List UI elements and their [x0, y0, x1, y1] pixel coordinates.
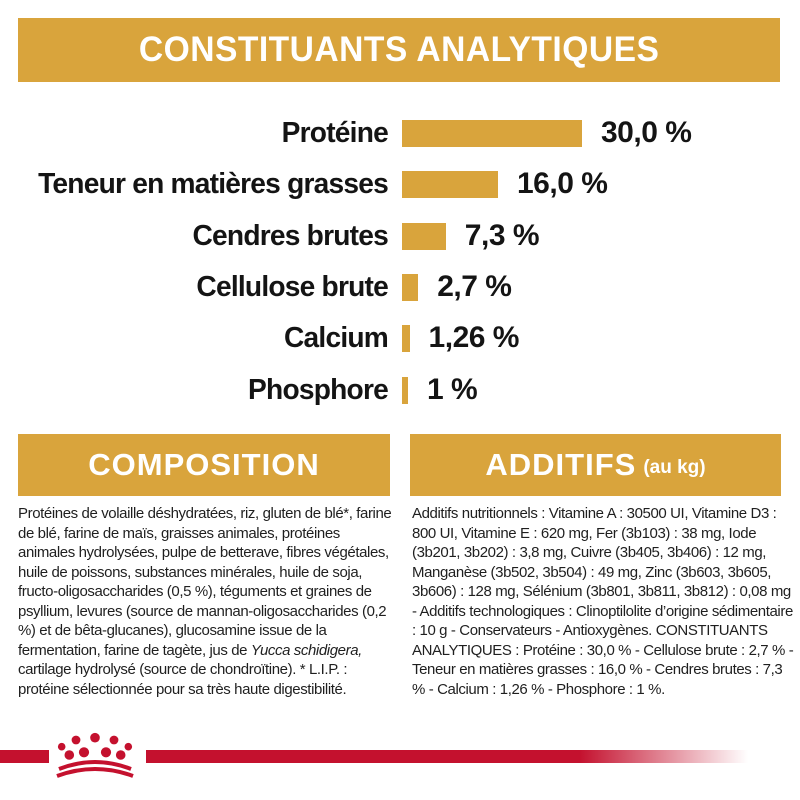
additifs-body: Additifs nutritionnels : Vitamine A : 30500 UI, Vitamine D3 : 800 UI, Vitamine E : 620 mg, Fer (3b103) : 38 mg, Iode (3b201, 3b202) : 3,8 mg, Cuivre (3b405, 3b406) : 12 mg, Manganèse (3b502, 3b504) : 49 mg, Zinc (3b603, 3b605, 3b606) : 128 mg, Sélénium (3b801, 3b811, 3b812) : 0,08 mg - Additifs technologiques : Clinoptilolite d’origine sédimentaire : 10 g - Conservateurs - Antioxygènes. CONSTITUANTS ANALYTIQUES : Protéine : 30,0 % - Cellulose brute : 2,7 % - Teneur en matières grasses : 16,0 % - Cendres brutes : 7,3 % - Calcium : 1,26 % - Phosphore : 1 %. [412, 505, 794, 698]
composition-body [18, 504, 398, 699]
chart-row [0, 116, 692, 149]
chart-bar [402, 120, 582, 147]
chart-row [0, 270, 512, 303]
composition-segment: Protéines de volaille déshydratées, riz, gluten de blé*, farine de blé, farine de maïs, graisses animales, protéines animales hydrolysées, pulpe de betterave, fibres végétales, huile de poissons, substances minérales, huile de soja, fructo-oligosaccharides (0,5 %), téguments et graines de psyllium, levures (source de mannan-oligosaccharides (0,2 %) et de bêta-glucanes), glucosamine issue de la fermentation, farine de tagète, jus de [18, 505, 392, 659]
additifs-header-label: ADDITIFS [485, 447, 637, 482]
chart-category-label: Cendres brutes [192, 219, 388, 252]
additifs-header [410, 434, 781, 496]
chart-category-label: Calcium [283, 321, 388, 354]
composition-header-label: COMPOSITION [88, 447, 320, 482]
composition-segment: cartilage hydrolysé (source de chondroïtine). * L.I.P. : protéine sélectionnée pour sa très haute digestibilité. [18, 661, 348, 698]
brand-strip-right [146, 750, 748, 763]
banner-title: CONSTITUANTS ANALYTIQUES [138, 30, 660, 69]
chart-category-label: Cellulose brute [196, 270, 388, 303]
chart-row [0, 167, 608, 200]
crown-band [57, 762, 133, 776]
chart-value-label: 2,7 % [437, 270, 512, 303]
chart-category-label: Teneur en matières grasses [38, 167, 389, 200]
chart-category-label: Protéine [281, 116, 388, 149]
chart-bar [402, 325, 410, 352]
chart-bar [402, 274, 418, 301]
analytical-bar-chart [0, 112, 800, 432]
chart-value-label: 30,0 % [601, 116, 692, 149]
chart-bar [402, 223, 446, 250]
chart-bar [402, 171, 498, 198]
royal-canin-crown-icon [46, 724, 150, 784]
chart-value-label: 1,26 % [428, 321, 519, 354]
composition-segment-italic: Yucca schidigera, [250, 641, 362, 659]
brand-strip-left [0, 750, 49, 763]
chart-category-label: Phosphore [248, 373, 388, 406]
chart-value-label: 16,0 % [517, 167, 608, 200]
chart-value-label: 1 % [427, 373, 478, 406]
chart-row [0, 321, 519, 354]
composition-header [18, 434, 390, 496]
chart-row [0, 373, 478, 406]
chart-row [0, 219, 540, 252]
crown-jewels [58, 733, 132, 760]
chart-bar [402, 377, 408, 404]
analytical-constituents-banner [18, 18, 780, 82]
additifs-header-suffix: (au kg) [643, 457, 706, 478]
chart-value-label: 7,3 % [464, 219, 540, 252]
